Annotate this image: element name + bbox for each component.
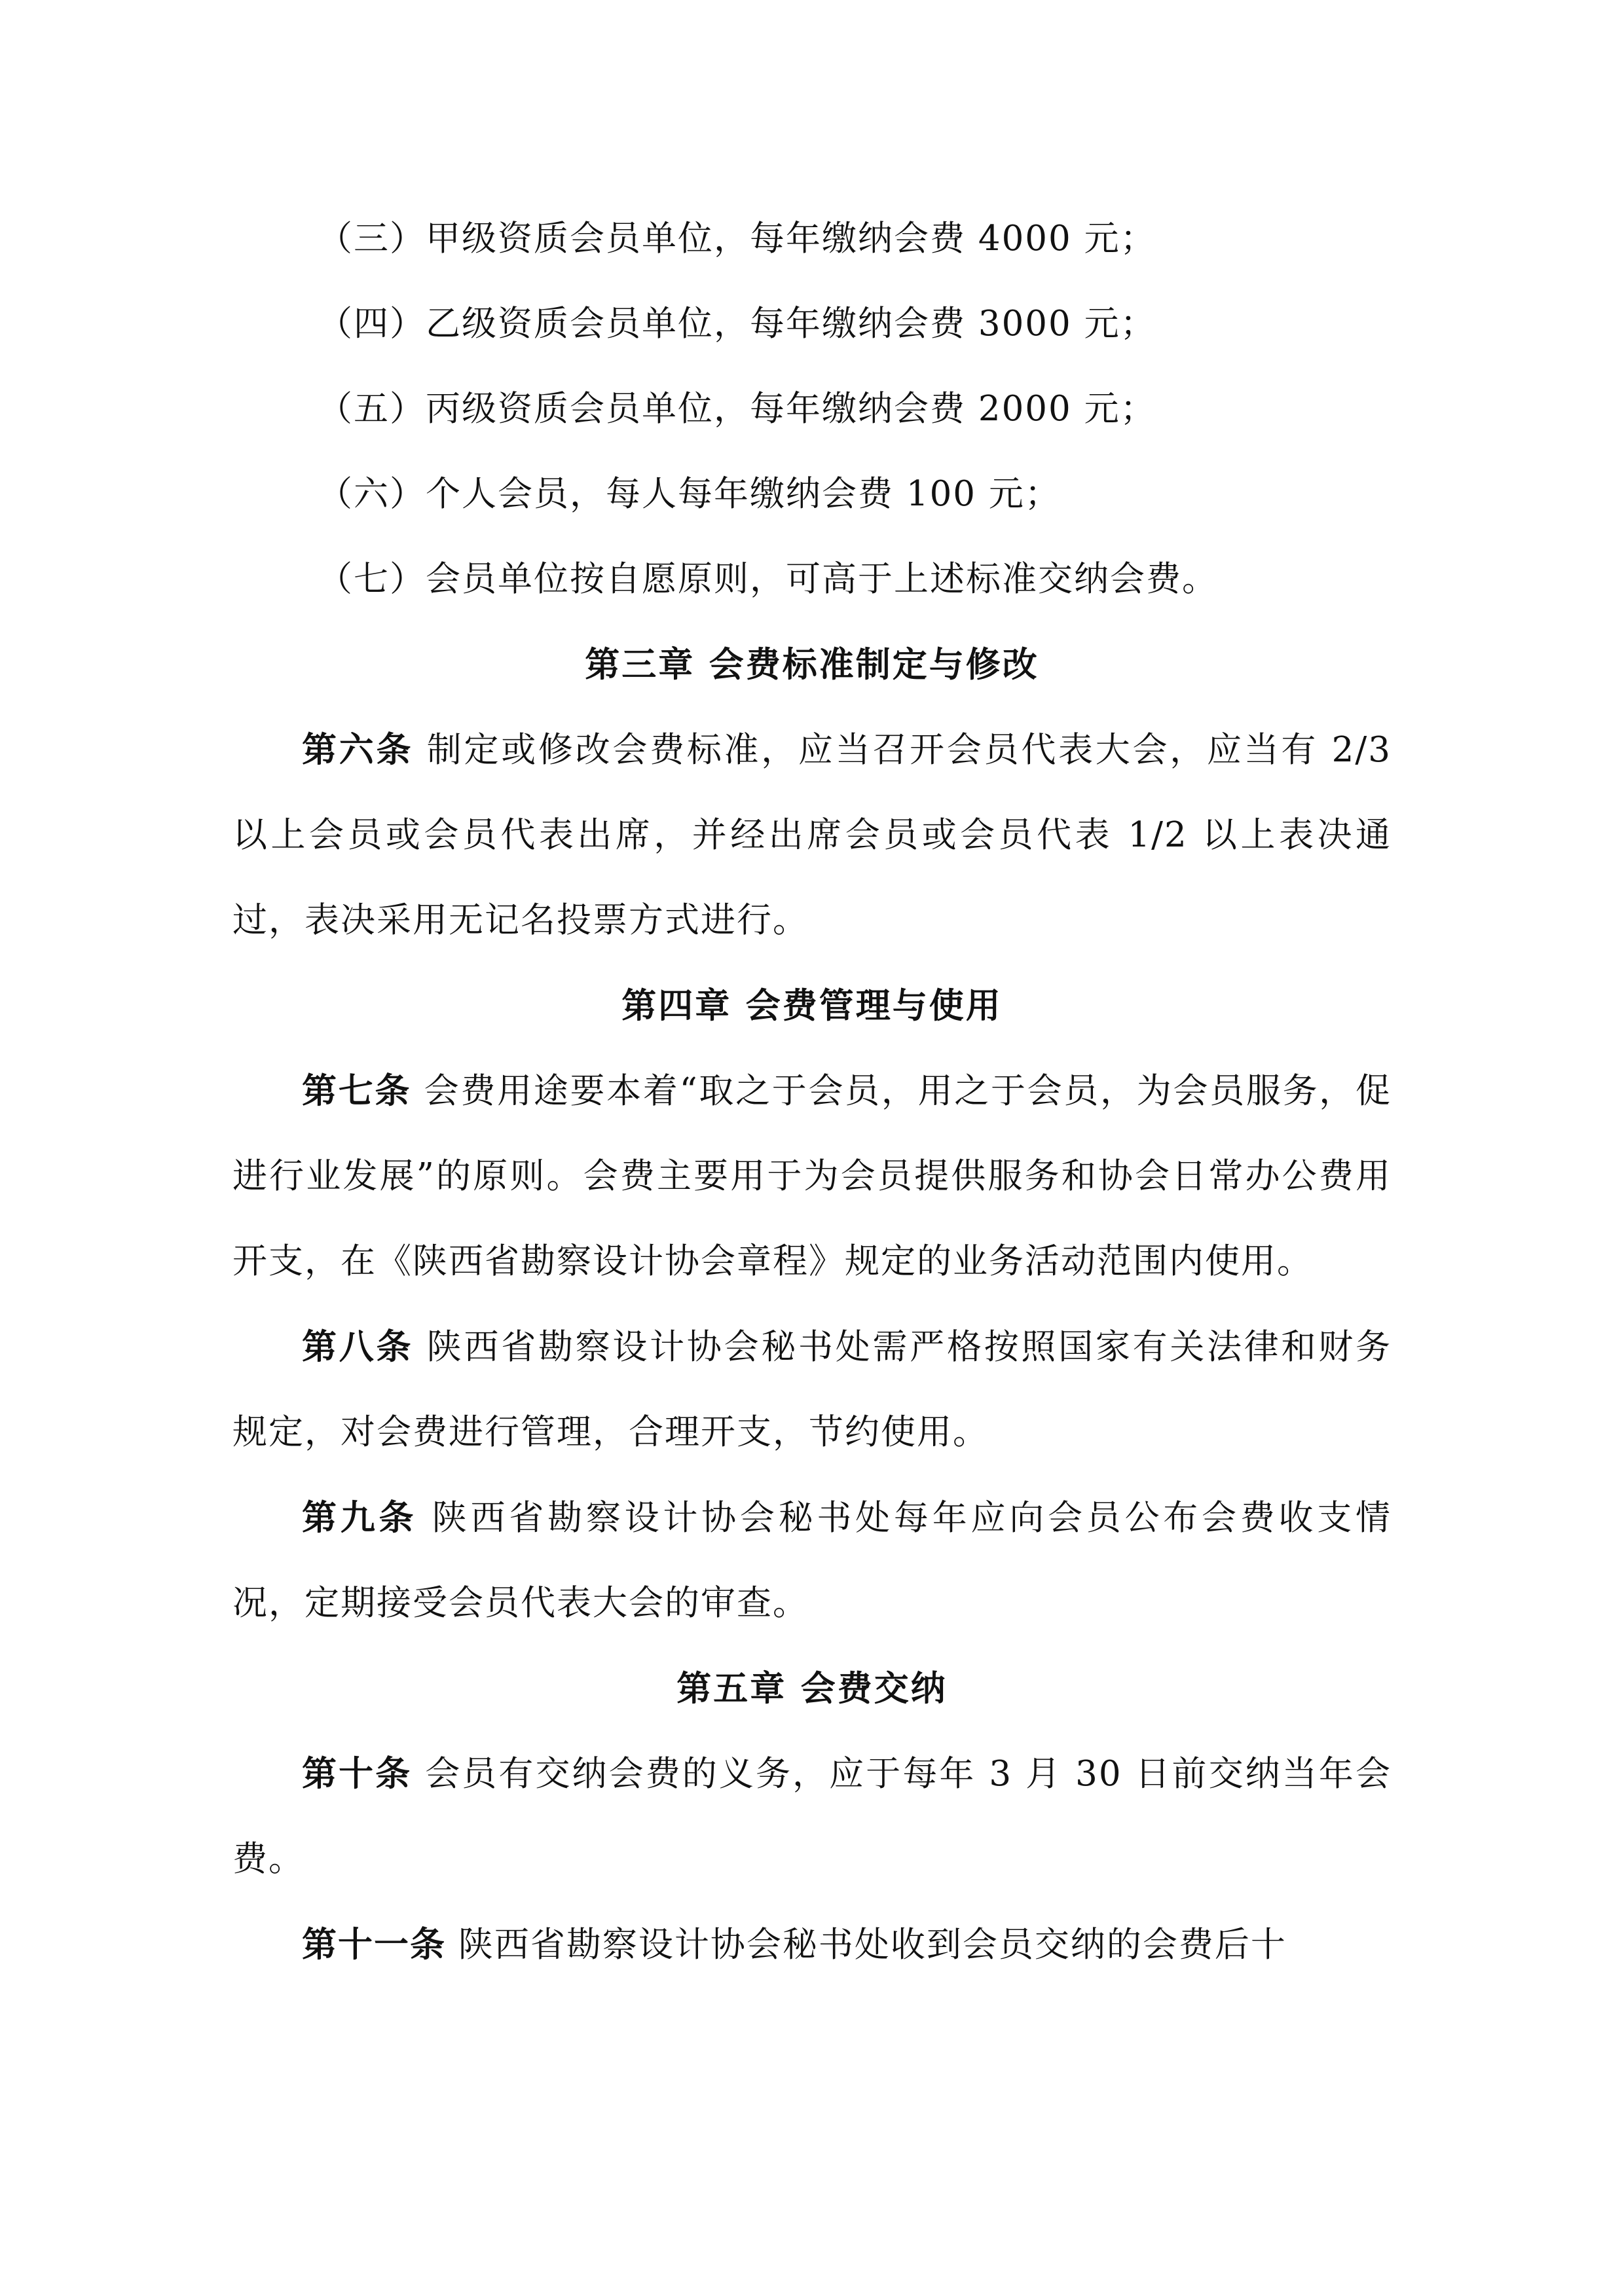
article-9 xyxy=(232,1475,1392,1646)
article-8-text: 陕西省勘察设计协会秘书处需严格按照国家有关法律和财务规定，对会费进行管理，合理开支，节约使用。 xyxy=(232,1327,1392,1452)
chapter-3-title: 第三章 会费标准制定与修改 xyxy=(585,644,1039,685)
article-6-label: 第六条 xyxy=(302,729,414,770)
article-7 xyxy=(232,1048,1392,1304)
fee-item-class-b: （四）乙级资质会员单位，每年缴纳会费 3000 元； xyxy=(318,304,1156,344)
article-10-label: 第十条 xyxy=(302,1753,413,1794)
chapter-4-title: 第四章 会费管理与使用 xyxy=(621,985,1003,1026)
article-6-text: 制定或修改会费标准，应当召开会员代表大会，应当有 2/3 以上会员或会员代表出席，并经出席会员或会员代表 1/2 以上表决通过，表决采用无记名投票方式进行。 xyxy=(232,730,1392,940)
article-9-label: 第九条 xyxy=(302,1497,418,1538)
article-9-text: 陕西省勘察设计协会秘书处每年应向会员公布会费收支情况，定期接受会员代表大会的审查。 xyxy=(232,1498,1392,1623)
fee-item-class-c: （五）丙级资质会员单位，每年缴纳会费 2000 元； xyxy=(318,389,1156,429)
article-11-text: 陕西省勘察设计协会秘书处收到会员交纳的会费后十 xyxy=(458,1925,1287,1965)
article-11 xyxy=(232,1902,1392,1988)
article-8-label: 第八条 xyxy=(302,1326,414,1367)
chapter-5-title: 第五章 会费交纳 xyxy=(676,1668,948,1709)
document-body xyxy=(232,196,1392,1988)
article-6 xyxy=(232,707,1392,963)
article-10 xyxy=(232,1731,1392,1902)
article-7-text: 会费用途要本着“取之于会员，用之于会员，为会员服务，促进行业发展”的原则。会费主要用于为会员提供服务和协会日常办公费用开支，在《陕西省勘察设计协会章程》规定的业务活动范围内使用。 xyxy=(232,1071,1392,1281)
fee-item-individual: （六）个人会员，每人每年缴纳会费 100 元； xyxy=(318,474,1061,514)
fee-item-class-a: （三）甲级资质会员单位，每年缴纳会费 4000 元； xyxy=(318,219,1156,259)
fee-item-voluntary: （七）会员单位按自愿原则，可高于上述标准交纳会费。 xyxy=(318,559,1218,599)
article-10-text: 会员有交纳会费的义务，应于每年 3 月 30 日前交纳当年会费。 xyxy=(232,1754,1392,1879)
article-7-label: 第七条 xyxy=(302,1070,412,1111)
article-8 xyxy=(232,1304,1392,1475)
article-11-label: 第十一条 xyxy=(302,1924,446,1965)
